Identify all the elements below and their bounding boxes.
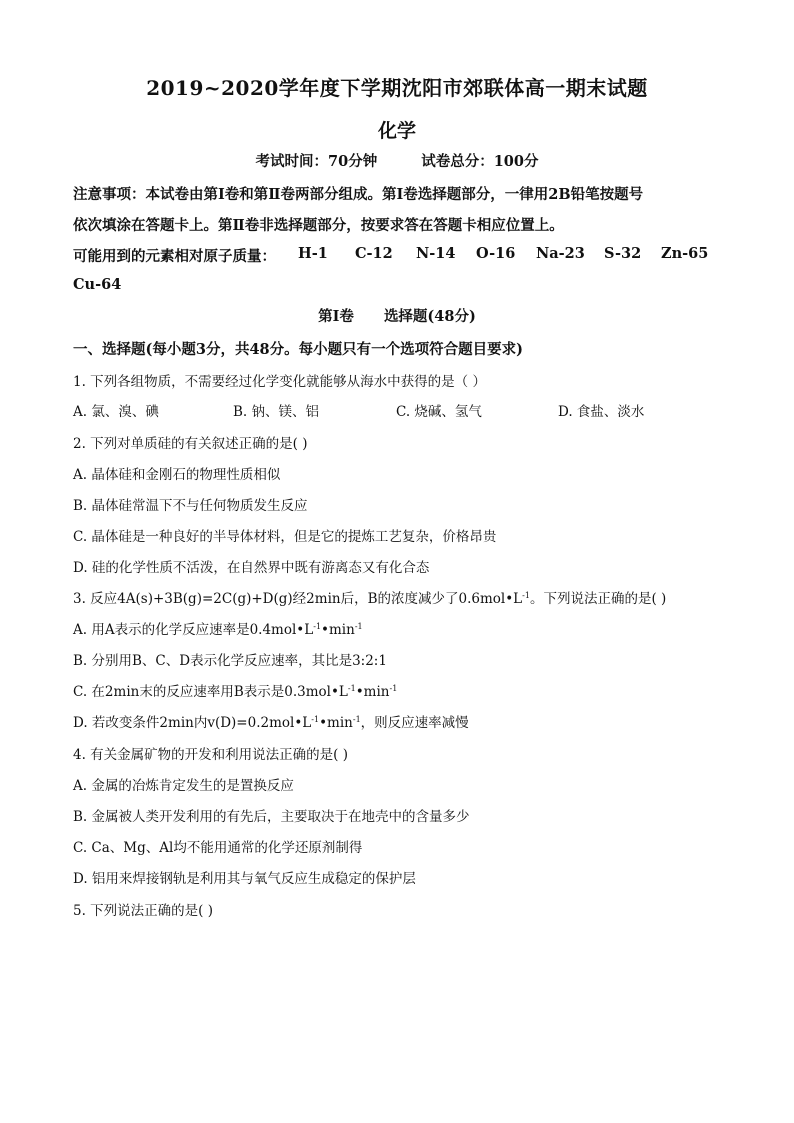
question-3-stem — [73, 587, 666, 607]
section-heading — [0, 305, 794, 326]
question-5-stem: 5. 下列说法正确的是( ) — [73, 903, 213, 919]
question-4-option-c: C. Ca、Mg、Al均不能用通常的化学还原剂制得 — [73, 840, 363, 856]
question-1-option-d: D. 食盐、淡水 — [558, 404, 645, 420]
option-text: D. 若改变条件2min内v(D)=0.2mol•L — [73, 715, 312, 731]
question-1-option-a: A. 氯、溴、碘 — [73, 404, 159, 420]
mass-c: C-12 — [355, 245, 393, 262]
option-unit: •min — [319, 715, 353, 731]
mass-o: O-16 — [476, 245, 516, 262]
question-4-stem: 4. 有关金属矿物的开发和利用说法正确的是( ) — [73, 747, 348, 763]
mass-n: N-14 — [416, 245, 456, 262]
question-3-option-a — [73, 618, 363, 638]
question-3-option-b: B. 分别用B、C、D表示化学反应速率，其比是3:2:1 — [73, 653, 387, 669]
question-4-option-d: D. 铝用来焊接钢轨是利用其与氧气反应生成稳定的保护层 — [73, 871, 416, 887]
atomic-masses — [73, 245, 709, 266]
option-text: C. 在2min末的反应速率用B表示是0.3mol•L — [73, 684, 348, 700]
question-1-option-c: C. 烧碱、氢气 — [396, 404, 482, 420]
exam-score: 试卷总分：100分 — [421, 153, 539, 170]
question-3-stem-text: 3. 反应4A(s)+3B(g)=2C(g)+D(g)经2min后，B的浓度减少了0.6mol•L — [73, 591, 523, 607]
option-unit: •min — [321, 622, 355, 638]
option-text: A. 用A表示的化学反应速率是0.4mol•L — [73, 622, 314, 638]
question-2-option-a: A. 晶体硅和金刚石的物理性质相似 — [73, 467, 281, 483]
masses-label: 可能用到的元素相对原子质量： — [73, 248, 276, 265]
superscript: -1 — [311, 715, 320, 724]
notice-line-1: 注意事项：本试卷由第Ⅰ卷和第Ⅱ卷两部分组成。第Ⅰ卷选择题部分，一律用2B铅笔按题号 — [73, 186, 644, 203]
question-2-option-b: B. 晶体硅常温下不与任何物质发生反应 — [73, 498, 308, 514]
mass-h: H-1 — [298, 245, 328, 262]
superscript: -1 — [522, 591, 530, 600]
question-1-stem: 1. 下列各组物质，不需要经过化学变化就能够从海水中获得的是（ ） — [73, 374, 486, 390]
superscript: -1 — [354, 622, 363, 631]
mass-cu: Cu-64 — [73, 276, 122, 293]
question-1-option-b: B. 钠、镁、铝 — [233, 404, 320, 420]
option-unit: •min — [355, 684, 390, 700]
question-2-stem: 2. 下列对单质硅的有关叙述正确的是( ) — [73, 436, 308, 452]
question-2-option-d: D. 硅的化学性质不活泼，在自然界中既有游离态又有化合态 — [73, 560, 430, 576]
question-3-stem-tail: 。下列说法正确的是( ) — [529, 591, 667, 607]
option-tail: ，则反应速率减慢 — [360, 715, 469, 731]
mass-s: S-32 — [604, 245, 642, 262]
mass-zn: Zn-65 — [661, 245, 709, 262]
section-name: 选择题(48分) — [383, 308, 476, 325]
section-instructions: 一、选择题(每小题3分，共48分。每小题只有一个选项符合题目要求) — [73, 341, 523, 358]
superscript: -1 — [347, 684, 356, 693]
superscript: -1 — [352, 715, 361, 724]
notice-line-2: 依次填涂在答题卡上。第Ⅱ卷非选择题部分，按要求答在答题卡相应位置上。 — [73, 217, 564, 234]
question-2-option-c: C. 晶体硅是一种良好的半导体材料，但是它的提炼工艺复杂，价格昂贵 — [73, 529, 497, 545]
question-4-option-b: B. 金属被人类开发利用的有先后，主要取决于在地壳中的含量多少 — [73, 809, 470, 825]
subject-title: 化学 — [377, 120, 416, 142]
exam-info — [0, 150, 794, 171]
mass-na: Na-23 — [536, 245, 585, 262]
question-4-option-a: A. 金属的冶炼肯定发生的是置换反应 — [73, 778, 294, 794]
question-3-option-d — [73, 711, 469, 731]
question-3-option-c — [73, 680, 397, 700]
superscript: -1 — [313, 622, 322, 631]
exam-title: 2019~2020学年度下学期沈阳市郊联体高一期末试题 — [146, 76, 648, 100]
exam-time: 考试时间：70分钟 — [255, 153, 378, 170]
superscript: -1 — [389, 684, 398, 693]
volume-label: 第Ⅰ卷 — [318, 308, 354, 325]
